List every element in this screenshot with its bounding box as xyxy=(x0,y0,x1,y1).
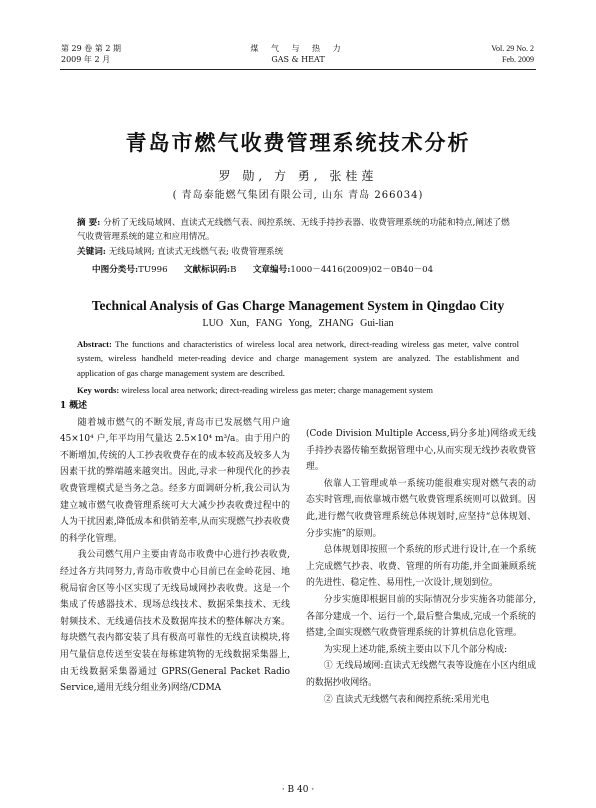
classification-line xyxy=(92,263,433,275)
list-item: ① 无线局域网:直读式无线燃气表等设施在小区内组成的数据抄收网络。 xyxy=(306,661,536,688)
english-keywords xyxy=(77,383,519,397)
issue-date-en: Feb. 2009 xyxy=(502,55,534,64)
section-heading: 1 概述 xyxy=(60,401,88,411)
english-keywords-label: Key words: xyxy=(77,385,120,395)
body-column-left xyxy=(60,398,290,697)
page-number: · B 40 · xyxy=(281,785,315,795)
english-keywords-text: wireless local area network; direct-reading wireless gas meter; charge management system xyxy=(121,385,433,395)
body-column-right xyxy=(306,426,536,708)
keywords-cn-text: 无线局域网; 直读式无线燃气表; 收费管理系统 xyxy=(108,247,284,257)
journal-issue-info-en xyxy=(491,43,534,65)
doc-code-label: 文献标识码: xyxy=(183,265,231,275)
issue-date: 2009 年 2 月 xyxy=(61,55,111,64)
paragraph: 随着城市燃气的不断发展,青岛市已发展燃气用户逾 45×10⁴ 户,年平均用气量达 2.5×10⁴ m³/a。由于用户的不断增加,传统的人工抄表收费存在的成本较高及较多人为因素干扰的弊端越来越突出。因此,寻求一种现代化的抄表收费管理模式是当务之急。经多方面调研分析,我公司认为建立城市燃气收费管理系统可大大减少抄表收费过程中的人为干扰因素,降低成本和供销差率,从而实现燃气抄表收费的科学化管理。 xyxy=(60,417,290,544)
paragraph: 分步实施即根据目前的实际情况分步实施各功能部分,各部分建成一个、运行一个,最后整合集成,完成一个系统的搭建,全面实现燃气收费管理系统的计算机信息化管理。 xyxy=(306,594,536,639)
article-number-label: 文章编号: xyxy=(252,265,291,275)
article-number-value: 1000－4416(2009)02－0B40－04 xyxy=(290,265,434,275)
volume-issue-en: Vol. 29 No. 2 xyxy=(491,44,534,53)
english-abstract xyxy=(77,337,519,380)
abstract-cn-label: 摘 要: xyxy=(77,218,101,228)
volume-issue: 第 29 卷 第 2 期 xyxy=(61,44,121,53)
paragraph: 总体规划即按照一个系统的形式进行设计,在一个系统上完成燃气抄表、收费、管理的所有功能,并全面兼顾系统的先进性、稳定性、易用性,一次设计,规划到位。 xyxy=(306,545,536,589)
english-abstract-label: Abstract: xyxy=(77,339,112,349)
abstract-cn xyxy=(77,216,517,244)
clc-label: 中图分类号: xyxy=(92,265,139,275)
paragraph: (Code Division Multiple Access,码分多址)网络或无线手持抄表器传输至数据管理中心,从而实现无线抄表收费管理。 xyxy=(306,429,536,473)
affiliation: ( 青岛泰能燃气集团有限公司, 山东 青岛 266034) xyxy=(172,190,424,201)
clc-value: TU996 xyxy=(138,265,168,275)
paragraph: 我公司燃气用户主要由青岛市收费中心进行抄表收费,经过各方共同努力,青岛市收费中心目前已在金岭花园、地税局宿舍区等小区实现了无线局域网抄表收费。这是一个集成了传感器技术、现场总线技术、数据采集技术、无线射频技术、无线通信技术及数据库技术的整体解决方案。每块燃气表内都安装了具有极高可靠性的无线直读模块,将用气量信息传送至安装在每栋建筑物的无线数据采集器上,由无线数据采集器通过 GPRS(General Packet Radio Service,通用无线分组业务)网络/CDMA xyxy=(60,550,290,694)
keywords-cn xyxy=(77,245,517,259)
journal-name-en: GAS & HEAT xyxy=(271,55,325,64)
paragraph: 为实现上述功能,系统主要由以下几个部分构成: xyxy=(323,644,508,655)
english-title: Technical Analysis of Gas Charge Management System in Qingdao City xyxy=(91,298,505,313)
paragraph: 依靠人工管理或单一系统功能很难实现对燃气表的动态实时管理,而依靠城市燃气收费管理系统则可以做到。因此,进行燃气收费管理系统总体规划时,应坚持“总体规划、分步实施”的原则。 xyxy=(306,478,536,539)
english-abstract-text: The functions and characteristics of wireless local area network, direct-reading wireless gas meter, valve control system, wireless handheld meter-reading device and charge management system are analyzed. The establishment and application of gas charge management system are described. xyxy=(77,339,519,378)
keywords-cn-label: 关键词: xyxy=(77,247,106,257)
journal-name-cn: 煤 气 与 热 力 xyxy=(250,44,346,53)
english-authors: LUO Xun, FANG Yong, ZHANG Gui-lian xyxy=(202,318,394,329)
article-title: 青岛市燃气收费管理系统技术分析 xyxy=(125,130,471,155)
list-item: ② 直读式无线燃气表和阀控系统:采用光电 xyxy=(323,694,490,705)
authors: 罗 勋, 方 勇, 张桂莲 xyxy=(218,169,378,183)
abstract-cn-text: 分析了无线局域网、直读式无线燃气表、阀控系统、无线手持抄表器、收费管理系统的功能和特点,阐述了燃气收费管理系统的建立和应用情况。 xyxy=(77,218,510,242)
doc-code-value: B xyxy=(230,265,237,275)
header-rule xyxy=(60,69,536,70)
